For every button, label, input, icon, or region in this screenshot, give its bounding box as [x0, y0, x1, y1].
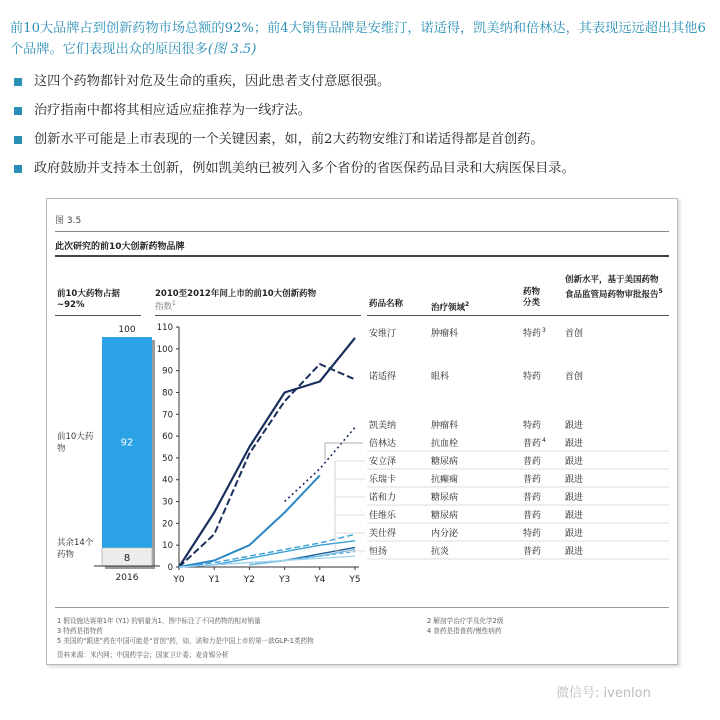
watermark: 微信号: ivenlon [556, 686, 651, 701]
bullet-text: 政府鼓励并支持本土创新，例如凯美纳已被列入多个省份的省医保药品目录和大病医保目录。 [34, 161, 575, 176]
bar-top10-label: 前10大药物 [57, 432, 94, 454]
table-drug-innovation: 首创 [565, 329, 584, 339]
footnote-3: 3 特药是指特药 [57, 627, 103, 635]
table-drug-class-sup: 4 [542, 437, 546, 444]
table-drug-innovation: 跟进 [565, 475, 584, 485]
bullet-item [14, 130, 704, 150]
bullet-text: 这四个药物都针对危及生命的重疾，因此患者支付意愿很强。 [34, 74, 391, 89]
chart-subheader-text: 指数 [155, 302, 173, 312]
table-drug-class: 普药 [523, 547, 542, 557]
bullet-item [14, 101, 704, 121]
table-drug-name: 恒扬 [369, 547, 388, 557]
x-tick-label: Y0 [173, 575, 185, 585]
x-tick-label: Y3 [278, 575, 291, 585]
table-drug-innovation: 跟进 [565, 439, 584, 449]
col-header-class: 药物分类 [523, 287, 541, 308]
bar-rest-label: 其余14个药物 [57, 538, 94, 560]
y-tick-label: 110 [156, 323, 173, 333]
table-drug-area: 眼科 [431, 372, 450, 382]
bullet-list [14, 72, 704, 188]
intro-figure-ref: (图 3.5) [207, 42, 257, 57]
chart-subheader-sup: 1 [172, 300, 176, 308]
series-line-3 [179, 475, 320, 567]
y-tick-label: 50 [162, 453, 173, 464]
table-drug-name: 诺和力 [369, 493, 397, 503]
table-drug-class: 特药 [523, 421, 542, 431]
bullet-square-icon [14, 165, 22, 173]
col-header-innovation-sup: 5 [658, 288, 663, 295]
table-drug-name: 安维汀 [369, 329, 397, 339]
table-drug-area: 糖尿病 [431, 511, 459, 521]
table-drug-class: 特药 [523, 529, 542, 539]
bullet-square-icon [14, 136, 22, 144]
table-drug-innovation: 跟进 [565, 529, 584, 539]
intro-paragraph [10, 18, 710, 60]
source-note: 资料来源：米内网；中国药学会；国家卫计委；麦肯锡分析 [57, 651, 229, 659]
table-drug-name: 佳维乐 [369, 511, 397, 521]
y-tick-label: 0 [167, 563, 173, 573]
y-tick-label: 80 [162, 388, 173, 399]
bullet-item [14, 72, 704, 92]
bullet-square-icon [14, 78, 22, 86]
notes-rule [55, 607, 669, 608]
table-drug-name: 芙仕得 [369, 529, 397, 539]
x-tick-label: Y4 [314, 575, 326, 585]
left-column-header: 前10大药物占据 ~92% [57, 289, 120, 310]
table-drug-class: 普药 [523, 439, 542, 449]
series-line-1 [179, 364, 355, 567]
table-drug-innovation: 跟进 [565, 457, 584, 467]
footnote-5: 5 美国的“跟进”药在中国可能是“首创”药，如，诺和力是中国上市的第一款GLP-1类药物 [57, 637, 314, 645]
x-tick-label: Y5 [349, 575, 361, 585]
bar-rest-value: 8 [123, 552, 131, 564]
figure-title: 此次研究的前10大创新药物品牌 [55, 242, 185, 252]
bullet-item [14, 159, 704, 179]
chart-header: 2010至2012年间上市的前10大创新药物 [155, 289, 317, 299]
table-drug-name: 乐瑞卡 [369, 475, 397, 485]
col-header-area-text: 治疗领域 [431, 302, 466, 313]
col-header-innovation-text: 创新水平，基于美国药物食品监管局药物审批报告 [565, 275, 659, 300]
table-drug-class: 特药 [523, 372, 542, 382]
y-tick-label: 70 [162, 410, 173, 421]
table-drug-innovation: 跟进 [565, 421, 584, 431]
y-tick-label: 60 [162, 432, 173, 443]
table-drug-name: 凯美纳 [369, 421, 397, 431]
table-drug-innovation: 跟进 [565, 511, 584, 521]
footnote-2: 2 解剖学治疗学及化学2级 [427, 617, 504, 625]
bar-top10-value: 92 [120, 437, 134, 449]
table-drug-class: 普药 [523, 457, 542, 467]
figure-panel [46, 198, 678, 665]
x-tick-label: Y1 [208, 575, 220, 585]
table-drug-name: 倍林达 [369, 439, 397, 449]
table-drug-area: 抗癫痫 [431, 475, 459, 485]
bullet-text: 创新水平可能是上市表现的一个关键因素，如，前2大药物安维汀和诺适得都是首创药。 [34, 132, 544, 147]
col-header-area-sup: 2 [465, 301, 470, 308]
bar-total-label: 100 [118, 325, 136, 335]
figure-number: 图 3.5 [55, 216, 82, 226]
y-tick-label: 100 [156, 344, 173, 355]
series-line-2 [285, 427, 355, 501]
table-drug-area: 抗炎 [431, 547, 450, 557]
table-drug-innovation: 跟进 [565, 493, 584, 503]
series-line-0 [179, 338, 355, 567]
table-drug-class: 普药 [523, 511, 542, 521]
y-tick-label: 90 [162, 366, 173, 377]
table-drug-name: 诺适得 [369, 372, 397, 382]
table-drug-class: 特药 [523, 329, 542, 339]
table-drug-area: 抗血栓 [431, 439, 459, 449]
table-drug-area: 肿瘤科 [431, 421, 459, 431]
y-tick-label: 20 [162, 519, 173, 530]
bullet-text: 治疗指南中都将其相应适应症推荐为一线疗法。 [34, 103, 311, 118]
intro-text: 前10大品牌占到创新药物市场总额的92%；前4大销售品牌是安维汀，诺适得，凯美纳和倍林达，其表现远远超出其他6个品牌。它们表现出众的原因很多 [10, 21, 706, 57]
figure-svg [47, 199, 677, 664]
table-drug-name: 安立泽 [369, 457, 397, 467]
footnote-4: 4 普药是指普药/慢性病药 [427, 627, 502, 635]
table-drug-innovation: 跟进 [565, 547, 584, 557]
bullet-square-icon [14, 107, 22, 115]
y-tick-label: 30 [162, 497, 173, 508]
table-drug-area: 糖尿病 [431, 493, 459, 503]
table-drug-area: 糖尿病 [431, 457, 459, 467]
table-drug-class: 普药 [523, 475, 542, 485]
table-drug-class-sup: 3 [542, 327, 546, 334]
table-drug-area: 肿瘤科 [431, 329, 459, 339]
y-tick-label: 10 [162, 541, 173, 552]
table-bracket-top [325, 443, 363, 460]
y-tick-label: 40 [162, 475, 173, 486]
table-drug-class: 普药 [523, 493, 542, 503]
footnote-1: 1 假设施达赛第1年 (Y1) 的销量为1，图中标注了不同药物的相对销量 [57, 617, 261, 625]
col-header-name: 药品名称 [369, 299, 404, 309]
bar-category-label: 2016 [115, 573, 139, 583]
table-drug-area: 内分泌 [431, 529, 459, 539]
x-tick-label: Y2 [243, 575, 256, 585]
table-drug-innovation: 首创 [565, 372, 584, 382]
